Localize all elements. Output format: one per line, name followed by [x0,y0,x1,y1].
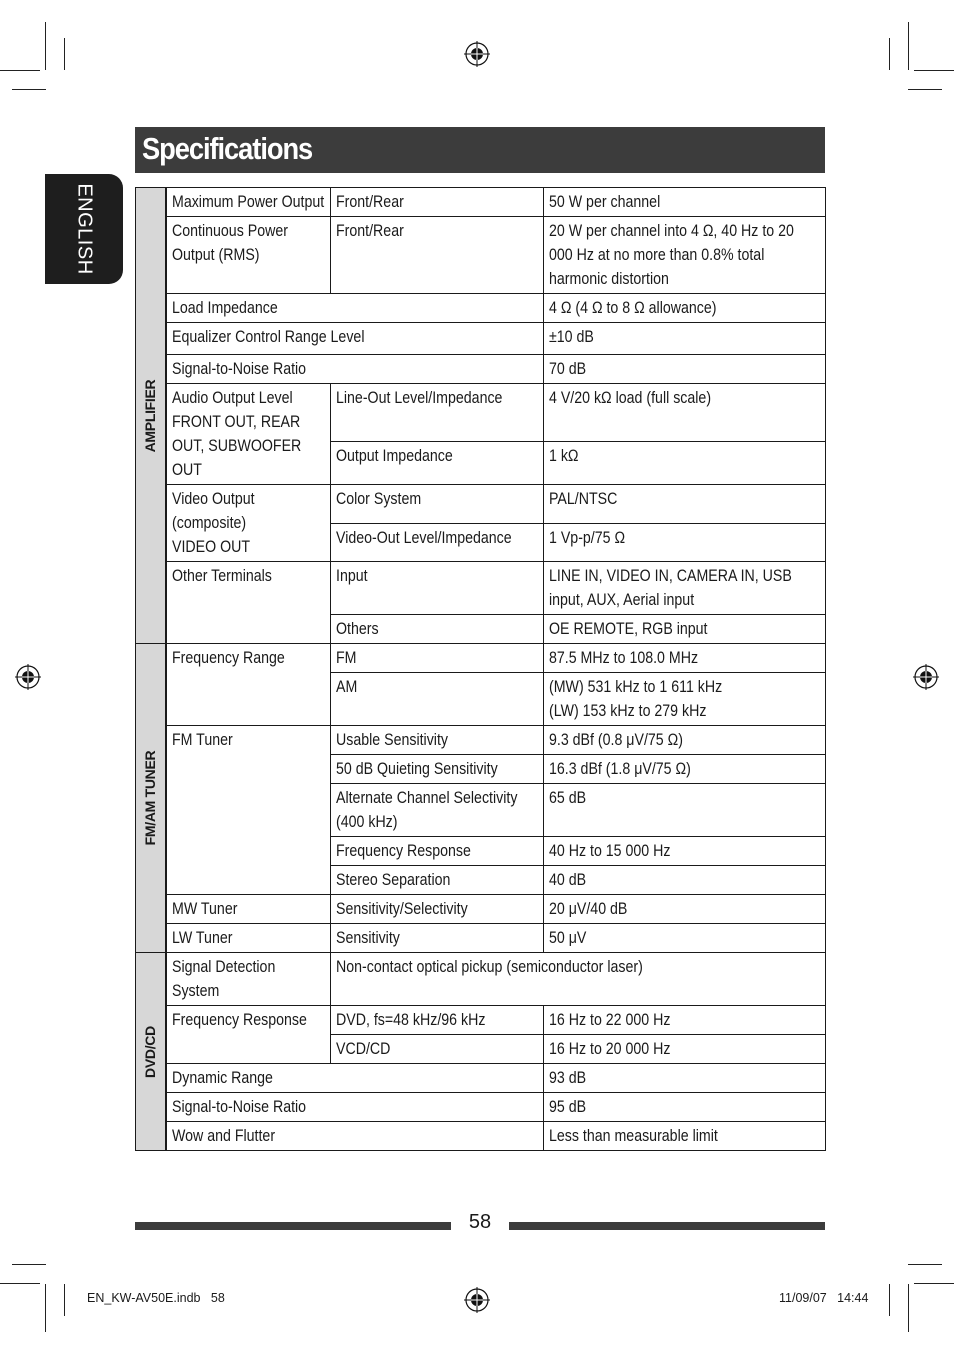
spec-value: 95 dB [544,1093,826,1122]
spec-subitem: Sensitivity/Selectivity [331,895,544,924]
spec-value: Less than measurable limit [544,1122,826,1151]
spec-subitem: VCD/CD [331,1035,544,1064]
spec-value: ±10 dB [544,323,826,355]
spec-value: LINE IN, VIDEO IN, CAMERA IN, USB input, AUX, Aerial input [544,562,826,615]
spec-item: Wow and Flutter [166,1122,544,1151]
print-slug-date: 11/09/07 14:44 [779,1291,869,1305]
spec-item: Audio Output Level FRONT OUT, REAR OUT, SUBWOOFER OUT [166,384,331,485]
spec-value: 50 W per channel [544,188,826,217]
table-row [136,1122,826,1151]
page-title: Specifications [142,131,313,166]
spec-item: FM Tuner [166,726,331,895]
registration-mark-icon [464,41,490,67]
section-label-dvd-cd: DVD/CD [136,953,166,1151]
spec-value: 4 Ω (4 Ω to 8 Ω allowance) [544,294,826,323]
table-row [136,485,826,524]
spec-item: Frequency Response [166,1006,331,1064]
spec-item: Other Terminals [166,562,331,644]
table-row [136,294,826,323]
spec-item: Signal-to-Noise Ratio [166,1093,544,1122]
crop-mark [64,38,65,70]
crop-mark [45,22,46,70]
spec-subitem: AM [331,673,544,726]
table-row [136,726,826,755]
table-row [136,1006,826,1035]
spec-item: Signal-to-Noise Ratio [166,355,544,384]
spec-subitem: 50 dB Quieting Sensitivity [331,755,544,784]
registration-mark-icon [464,1287,490,1313]
spec-value: 65 dB [544,784,826,837]
spec-value: 9.3 dBf (0.8 μV/75 Ω) [544,726,826,755]
title-bar [135,127,825,173]
footer-rule-left [135,1222,451,1230]
table-row [136,188,826,217]
page-number: 58 [468,1211,492,1233]
crop-mark [914,70,954,71]
crop-mark [0,70,40,71]
spec-item: Load Impedance [166,294,544,323]
table-row [136,924,826,953]
spec-value: OE REMOTE, RGB input [544,615,826,644]
spec-value: 40 Hz to 15 000 Hz [544,837,826,866]
table-row [136,1064,826,1093]
spec-item: Frequency Range [166,644,331,726]
crop-mark [64,1284,65,1316]
spec-value: 16 Hz to 20 000 Hz [544,1035,826,1064]
spec-subitem: Output Impedance [331,442,544,485]
spec-value: (MW) 531 kHz to 1 611 kHz (LW) 153 kHz to 279 kHz [544,673,826,726]
specifications-table [135,187,826,1151]
spec-value: 1 Vp-p/75 Ω [544,523,826,562]
spec-value: 20 W per channel into 4 Ω, 40 Hz to 20 000 Hz at no more than 0.8% total harmonic distortion [544,217,826,294]
spec-subitem: Color System [331,485,544,524]
spec-subitem: Input [331,562,544,615]
spec-item: Video Output (composite) VIDEO OUT [166,485,331,562]
spec-subitem: Front/Rear [331,217,544,294]
spec-value: PAL/NTSC [544,485,826,524]
language-tab [45,174,123,284]
spec-subitem: Others [331,615,544,644]
spec-item: Maximum Power Output [166,188,331,217]
spec-subitem: FM [331,644,544,673]
spec-item: Signal Detection System [166,953,331,1006]
section-label-fm-am-tuner: FM/AM TUNER [136,644,166,953]
registration-mark-icon [15,664,41,690]
spec-value: 87.5 MHz to 108.0 MHz [544,644,826,673]
spec-value: 93 dB [544,1064,826,1093]
spec-item: MW Tuner [166,895,331,924]
table-row [136,355,826,384]
table-row [136,644,826,673]
table-row [136,895,826,924]
spec-subitem: Usable Sensitivity [331,726,544,755]
table-row [136,217,826,294]
spec-subitem: Frequency Response [331,837,544,866]
spec-value: 40 dB [544,866,826,895]
spec-subitem: Sensitivity [331,924,544,953]
registration-mark-icon [913,664,939,690]
language-tab-label: ENGLISH [73,183,96,275]
spec-value: 1 kΩ [544,442,826,485]
spec-subitem: DVD, fs=48 kHz/96 kHz [331,1006,544,1035]
table-row [136,323,826,355]
spec-value: 16 Hz to 22 000 Hz [544,1006,826,1035]
crop-mark [908,22,909,70]
spec-value: 16.3 dBf (1.8 μV/75 Ω) [544,755,826,784]
spec-value: Non-contact optical pickup (semiconductor laser) [331,953,826,1006]
crop-mark [914,1283,954,1284]
crop-mark [908,1284,909,1332]
spec-item: LW Tuner [166,924,331,953]
spec-subitem: Alternate Channel Selectivity (400 kHz) [331,784,544,837]
spec-item: Continuous Power Output (RMS) [166,217,331,294]
section-label-amplifier: AMPLIFIER [136,188,166,644]
spec-value: 70 dB [544,355,826,384]
print-slug-file: EN_KW-AV50E.indb 58 [87,1291,225,1305]
spec-item: Dynamic Range [166,1064,544,1093]
crop-mark [0,1283,40,1284]
spec-value: 20 μV/40 dB [544,895,826,924]
crop-mark [889,1284,890,1316]
spec-value: 4 V/20 kΩ load (full scale) [544,384,826,442]
spec-item: Equalizer Control Range Level [166,323,544,355]
footer-rule-right [509,1222,825,1230]
crop-mark [12,89,46,90]
crop-mark [908,1264,942,1265]
crop-mark [12,1264,46,1265]
table-row [136,953,826,1006]
spec-subitem: Front/Rear [331,188,544,217]
table-row [136,562,826,615]
table-row [136,1093,826,1122]
spec-subitem: Line-Out Level/Impedance [331,384,544,442]
table-row [136,384,826,442]
crop-mark [908,89,942,90]
spec-value: 50 μV [544,924,826,953]
spec-subitem: Video-Out Level/Impedance [331,523,544,562]
crop-mark [45,1284,46,1332]
crop-mark [889,38,890,70]
spec-subitem: Stereo Separation [331,866,544,895]
